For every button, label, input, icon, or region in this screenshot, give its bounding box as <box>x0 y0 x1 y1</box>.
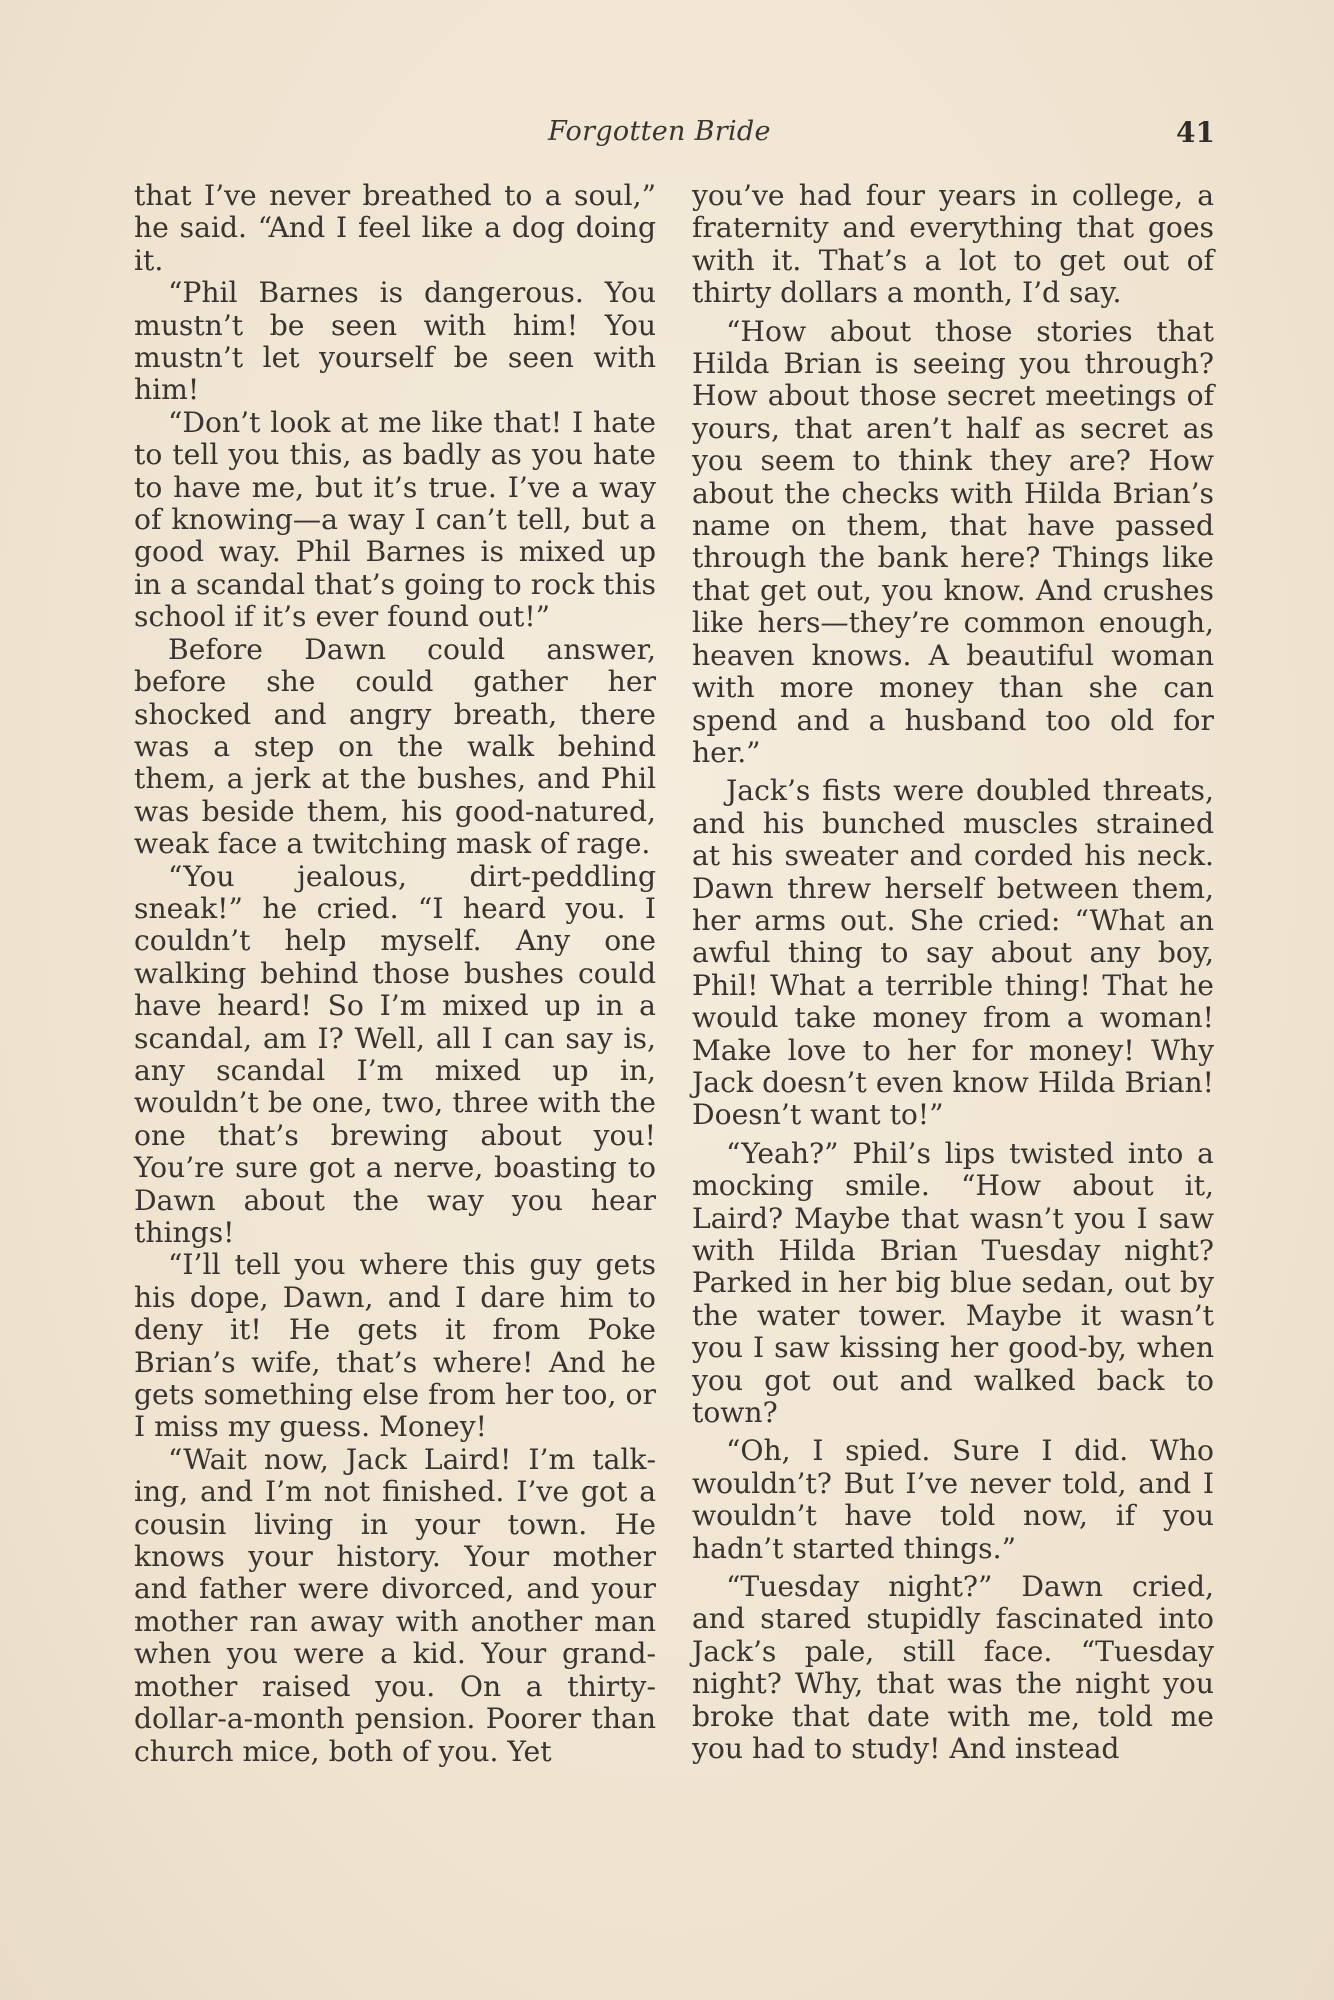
paragraph: “How about those stories that Hilda Brian is seeing you through? How about those secret meetings of yours, that aren’t half as secret as you seem to think they are? How about the checks with Hilda Brian’s name on them, that have passed through the bank here? Things like that get out, you know. And crushes like hers—they’re common enough, heaven knows. A beautiful woman with more money than she can spend and a husband too old for her.” <box>692 314 1214 769</box>
running-title: Forgotten Bride <box>548 116 771 147</box>
paragraph: you’ve had four years in college, a fraternity and everything that goes with it. That’s a lot to get out of thirty dollars a month, I’d say. <box>692 179 1214 310</box>
paragraph: “Yeah?” Phil’s lips twisted into a mocking smile. “How about it, Laird? Maybe that wasn’t you I saw with Hilda Brian Tuesday night? Parked in her big blue sedan, out by the water tower. Maybe it wasn’t you I saw kissing her good-by, when you got out and walked back to town? <box>692 1136 1214 1430</box>
paragraph: Before Dawn could answer, before she could gather her shocked and angry breath, there was a step on the walk behind them, a jerk at the bushes, and Phil was beside them, his good-natured, weak face a twitching mask of rage. <box>134 632 656 861</box>
paragraph: “Oh, I spied. Sure I did. Who wouldn’t? But I’ve never told, and I wouldn’t have told now, if you hadn’t started things.” <box>692 1434 1214 1565</box>
paragraph: “Don’t look at me like that! I hate to tell you this, as badly as you hate to have me, but it’s true. I’ve a way of knowing—a way I can’t tell, but a good way. Phil Barnes is mixed up in a scandal that’s going to rock this school if it’s ever found out!” <box>134 405 656 634</box>
paragraph: “I’ll tell you where this guy gets his dope, Dawn, and I dare him to deny it! He gets it from Poke Brian’s wife, that’s where! And he gets something else from her too, or I miss my guess. Money! <box>134 1248 656 1444</box>
paragraph: “Phil Barnes is dangerous. You mustn’t be seen with him! You mustn’t let yourself be seen with him! <box>134 276 656 407</box>
paragraph: Jack’s fists were doubled threats, and his bunched muscles strained at his sweater and corded his neck. Dawn threw herself between them, her arms out. She cried: “What an awful thing to say about any boy, Phil! What a terrible thing! That he would take money from a woman! Make love to her for money! Why Jack doesn’t even know Hilda Brian! Doesn’t want to!” <box>692 774 1214 1132</box>
paragraph: “You jealous, dirt-peddling sneak!” he cried. “I heard you. I couldn’t help myself. Any one walking behind those bushes could have heard! So I’m mixed up in a scandal, am I? Well, all I can say is, any scandal I’m mixed up in, wouldn’t be one, two, three with the one that’s brewing about you! You’re sure got a nerve, boasting to Dawn about the way you hear things! <box>134 859 656 1249</box>
page-number: 41 <box>1176 116 1215 149</box>
right-column <box>692 180 1214 1766</box>
left-column <box>134 180 656 1768</box>
paragraph: “Tuesday night?” Dawn cried, and stared stupidly fascinated into Jack’s pale, still face. “Tuesday night? Why, that was the night you broke that date with me, told me you had to study! And instead <box>692 1570 1214 1766</box>
paragraph: “Wait now, Jack Laird! I’m talking, and I’m not finished. I’ve got a cousin living in your town. He knows your history. Your mother and father were divorced, and your mother ran away with another man when you were a kid. Your grandmother raised you. On a thirty-dollar-a-month pension. Poorer than church mice, both of you. Yet <box>134 1442 656 1768</box>
running-head <box>0 116 1334 156</box>
paragraph: that I’ve never breathed to a soul,” he said. “And I feel like a dog doing it. <box>134 179 656 277</box>
